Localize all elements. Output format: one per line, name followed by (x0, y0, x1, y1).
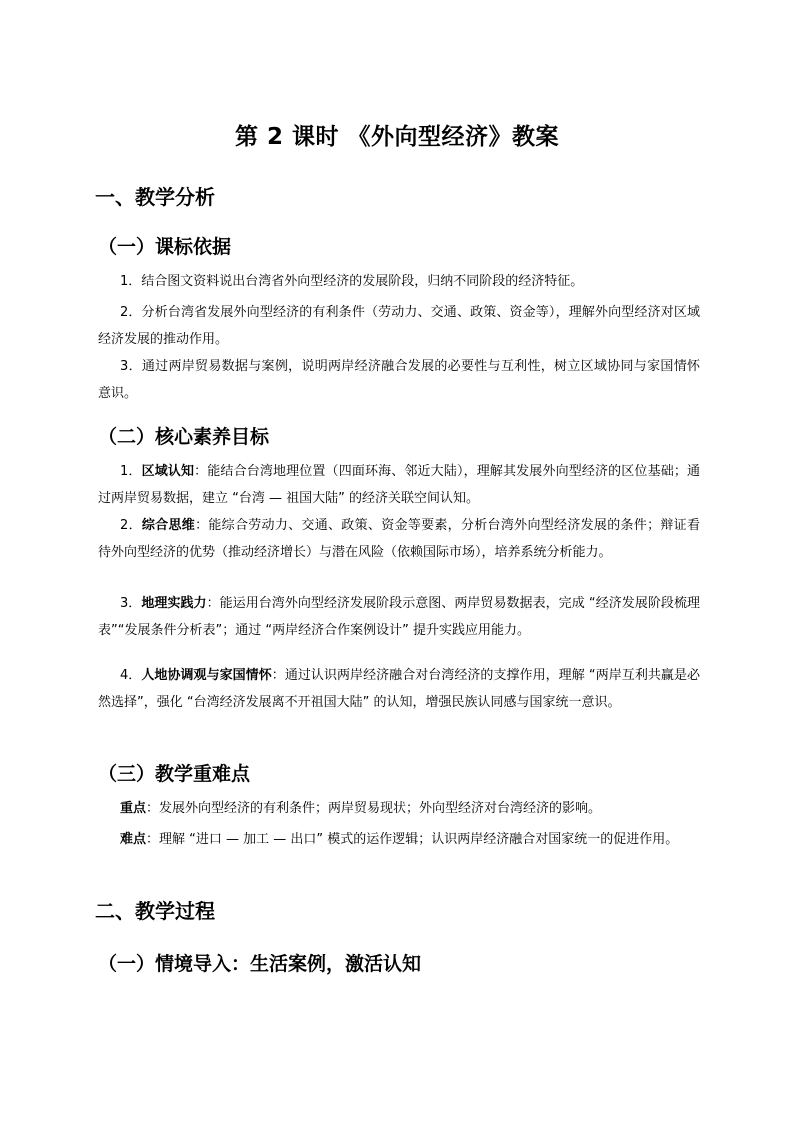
literacy-item-4 (98, 662, 700, 716)
literacy-item-label: 综合思维 (141, 518, 196, 533)
literacy-item-number: 1． (120, 464, 142, 479)
subsection-heading-scenario-intro: （一）情境导入：生活案例，激活认知 (98, 953, 422, 975)
literacy-item-number: 4． (120, 668, 142, 683)
key-point-text: ：发展外向型经济的有利条件；两岸贸易现状；外向型经济对台湾经济的影响。 (146, 801, 602, 816)
literacy-item-1 (98, 458, 700, 512)
curriculum-item-3: 3．通过两岸贸易数据与案例，说明两岸经济融合发展的必要性与互利性，树立区域协同与家国情怀意识。 (98, 359, 700, 401)
literacy-item-label: 地理实践力 (141, 596, 207, 611)
section-heading-teaching-analysis: 一、教学分析 (95, 185, 215, 209)
subsection-heading-key-difficulties: （三）教学重难点 (98, 763, 251, 785)
document-title: 第 2 课时 《外向型经济》教案 (234, 124, 560, 150)
literacy-item-text: ：能结合台湾地理位置（四面环海、邻近大陆），理解其发展外向型经济的区位基础；通过两岸贸易数据，建立 “台湾 — 祖国大陆” 的经济关联空间认知。 (98, 464, 700, 506)
literacy-item-number: 3． (120, 596, 142, 611)
literacy-item-text: ：能运用台湾外向型经济发展阶段示意图、两岸贸易数据表，完成 “经济发展阶段梳理表”“发展条件分析表”；通过 “两岸经济合作案例设计” 提升实践应用能力。 (98, 596, 700, 638)
literacy-item-text: ：能综合劳动力、交通、政策、资金等要素，分析台湾外向型经济发展的条件；辩证看待外向型经济的优势（推动经济增长）与潜在风险（依赖国际市场），培养系统分析能力。 (98, 518, 700, 560)
subsection-heading-curriculum-basis: （一）课标依据 (98, 236, 232, 258)
curriculum-item-2: 2．分析台湾省发展外向型经济的有利条件（劳动力、交通、政策、资金等），理解外向型经济对区域经济发展的推动作用。 (98, 305, 700, 347)
subsection-heading-core-literacy: （二）核心素养目标 (98, 426, 270, 448)
key-point-label: 重点 (120, 801, 147, 816)
literacy-item-2 (98, 512, 700, 566)
key-point-item (98, 795, 700, 822)
literacy-item-label: 区域认知 (141, 464, 195, 479)
literacy-item-3 (98, 590, 700, 644)
section-heading-teaching-process: 二、教学过程 (95, 899, 215, 923)
literacy-item-label: 人地协调观与家国情怀 (141, 668, 272, 683)
difficult-point-label: 难点 (120, 832, 147, 847)
literacy-item-text: ：通过认识两岸经济融合对台湾经济的支撑作用，理解 “两岸互利共赢是必然选择”，强化 “台湾经济发展离不开祖国大陆” 的认知，增强民族认同感与国家统一意识。 (98, 668, 700, 710)
difficult-point-text: ：理解 “进口 — 加工 — 出口” 模式的运作逻辑；认识两岸经济融合对国家统一的促进作用。 (146, 832, 679, 847)
literacy-item-number: 2． (120, 518, 142, 533)
curriculum-item-1: 1．结合图文资料说出台湾省外向型经济的发展阶段，归纳不同阶段的经济特征。 (120, 274, 584, 289)
difficult-point-item (98, 826, 700, 853)
